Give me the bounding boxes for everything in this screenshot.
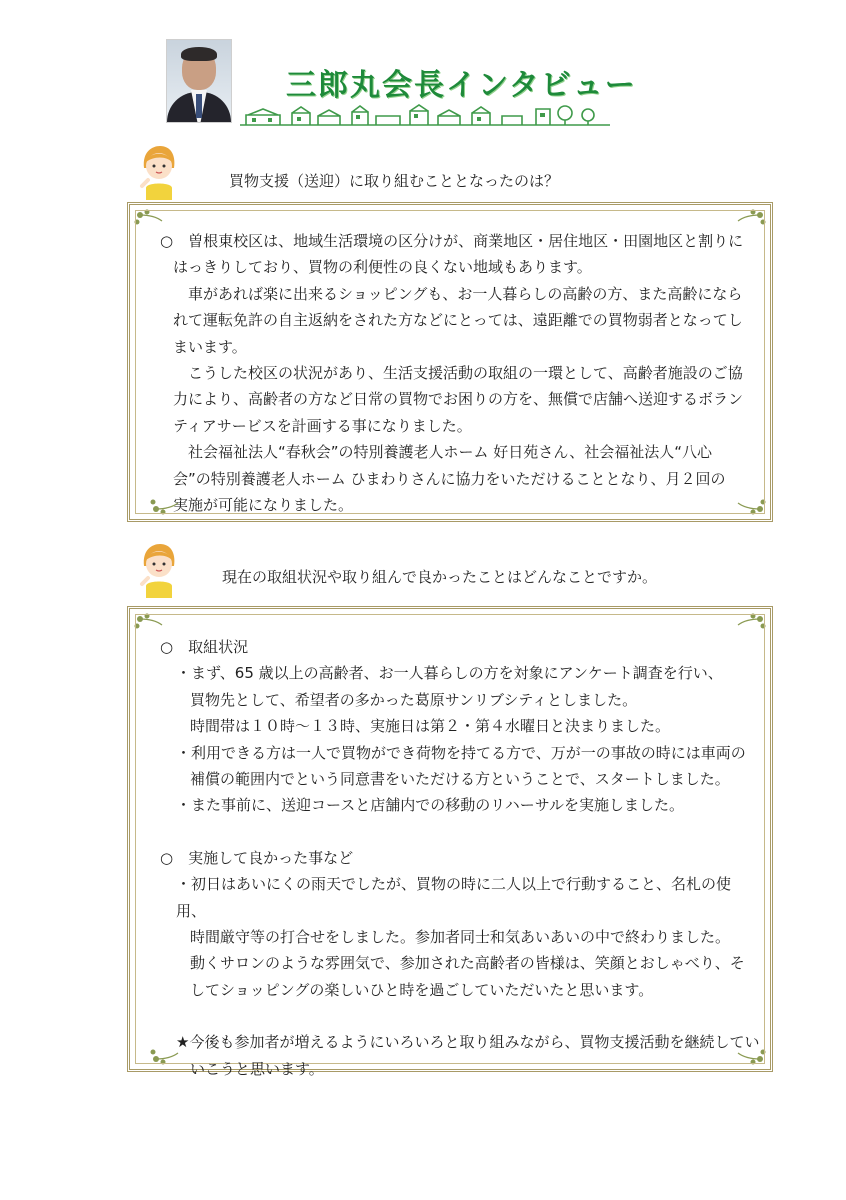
section-heading: ○ 実施して良かった事など <box>160 848 354 867</box>
bullet-line: 動くサロンのような雰囲気で、参加された高齢者の皆様は、笑顔とおしゃべり、そ <box>190 954 745 973</box>
circle-marker: ○ <box>160 232 174 250</box>
corner-ornament <box>132 611 166 633</box>
corner-ornament <box>132 207 166 229</box>
paragraph-line: れて運転免許の自主返納をされた方などにとっては、遠距離での買物弱者となってし <box>173 311 743 330</box>
bullet-line: 時間厳守等の打合せをしました。参加者同士和気あいあいの中で終わりました。 <box>190 928 731 947</box>
page-title: 三郎丸会長インタビュー <box>286 68 637 103</box>
closing-line: ★今後も参加者が増えるようにいろいろと取り組みながら、買物支援活動を継続してい <box>176 1033 760 1052</box>
paragraph-line: 車があれば楽に出来るショッピングも、お一人暮らしの高齢の方、また高齢になら <box>188 284 743 303</box>
corner-ornament <box>734 207 768 229</box>
corner-ornament <box>734 611 768 633</box>
paragraph-line: こうした校区の状況があり、生活支援活動の取組の一環として、高齢者施設のご協 <box>188 364 743 383</box>
bullet-line: ・また事前に、送迎コースと店舗内での移動のリハーサルを実施しました。 <box>176 796 685 815</box>
answer-1-text <box>160 228 760 518</box>
paragraph-line: 社会福祉法人“春秋会”の特別養護老人ホーム 好日苑さん、社会福祉法人“八心 <box>188 443 712 462</box>
bullet-line: ・まず、65 歳以上の高齢者、お一人暮らしの方を対象にアンケート調査を行い、 <box>176 664 723 683</box>
bullet-line: 買物先として、希望者の多かった葛原サンリブシティとしました。 <box>190 690 638 709</box>
answer-2-text <box>160 634 760 1082</box>
bullet-line: 時間帯は１０時～１３時、実施日は第２・第４水曜日と決まりました。 <box>190 717 671 736</box>
paragraph-line: 力により、高齢者の方など日常の買物でお困りの方を、無償で店舗へ送迎するボラン <box>173 390 744 409</box>
girl-icon <box>138 144 180 200</box>
chairman-photo <box>166 39 232 123</box>
paragraph-line: まいます。 <box>173 337 247 356</box>
paragraph-line: 実施が可能になりました。 <box>173 496 354 515</box>
girl-icon <box>138 542 180 598</box>
bullet-line: ・初日はあいにくの雨天でしたが、買物の時に二人以上で行動すること、名札の使用、 <box>176 875 732 920</box>
townscape-illustration <box>240 98 610 128</box>
bullet-line: してショッピングの楽しいひと時を過ごしていただいたと思います。 <box>190 980 654 999</box>
paragraph-line: はっきりしており、買物の利便性の良くない地域もあります。 <box>173 258 592 277</box>
question-1: 買物支援（送迎）に取り組むこととなったのは？ <box>229 172 560 190</box>
bullet-line: ・利用できる方は一人で買物ができ荷物を持てる方で、万が一の事故の時には車両の <box>176 743 746 762</box>
closing-line: いこうと思います。 <box>190 1059 324 1078</box>
section-heading: ○ 取組状況 <box>160 638 249 656</box>
paragraph-line: 会”の特別養護老人ホーム ひまわりさんに協力をいただけることとなり、月２回の <box>173 469 726 488</box>
paragraph-line: 曽根東校区は、地域生活環境の区分けが、商業地区・居住地区・田園地区と割りに <box>188 232 744 250</box>
bullet-line: 補償の範囲内でという同意書をいただける方ということで、スタートしました。 <box>190 770 730 789</box>
paragraph-line: ティアサービスを計画する事になりました。 <box>173 416 472 435</box>
question-2: 現在の取組状況や取り組んで良かったことはどんなことですか。 <box>222 568 658 586</box>
